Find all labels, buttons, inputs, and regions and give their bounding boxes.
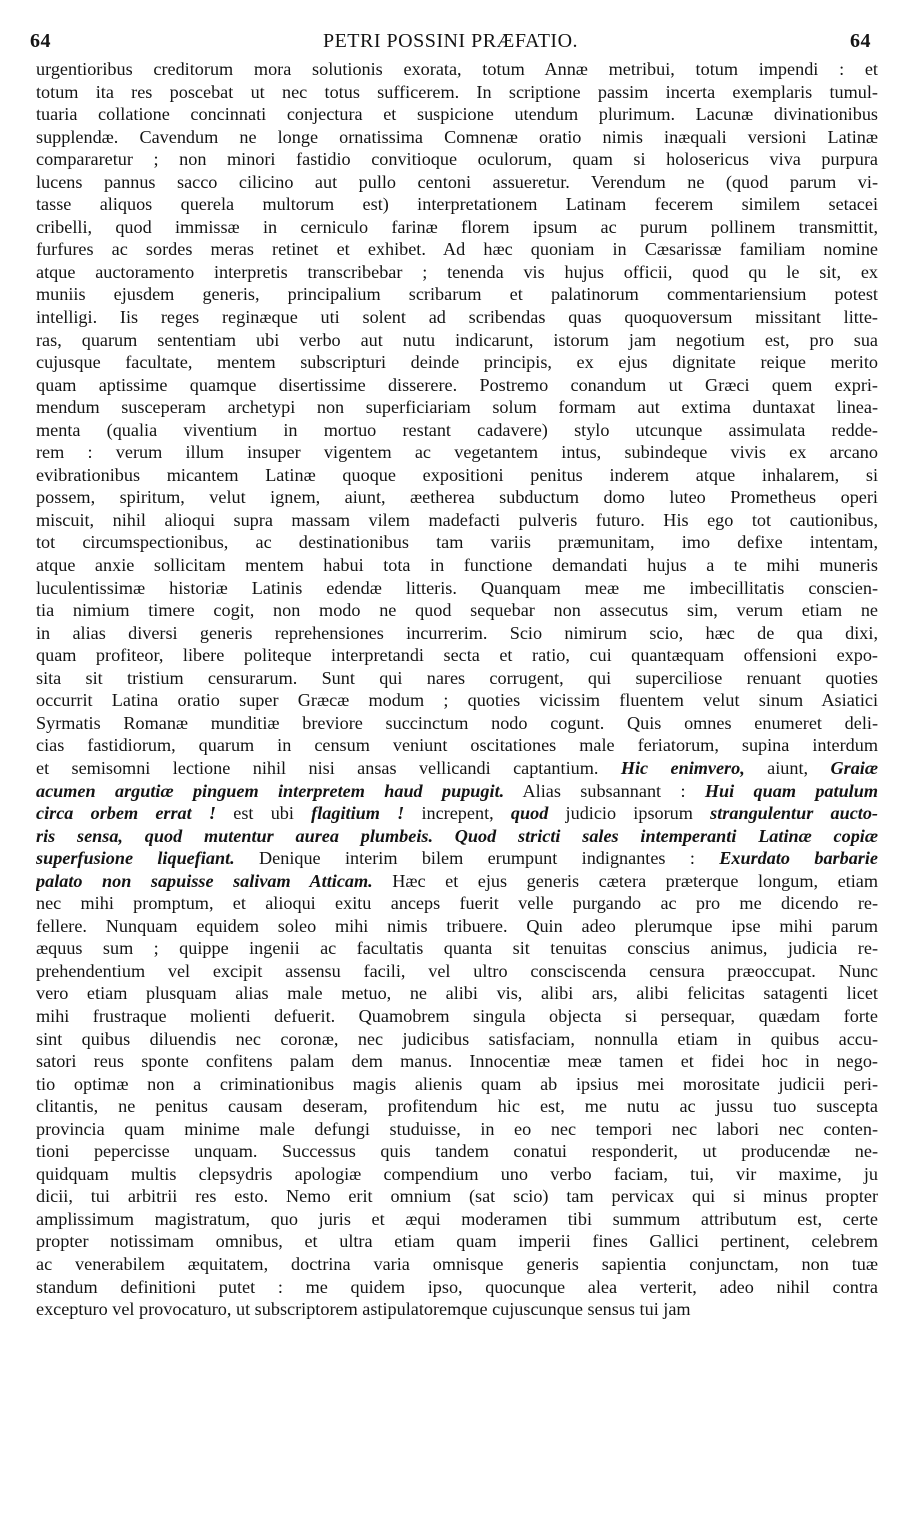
text-run: ras, quarum sententiam ubi verbo aut nutu indicarunt, istorum jam negotium est, pro sua (36, 329, 878, 350)
running-header (30, 30, 871, 56)
text-run: dicii, tui arbitrii res esto. Nemo erit omnium (sat scio) tam pervicax qui si minus propter (36, 1186, 878, 1207)
text-run: Alias subsannant : (504, 780, 705, 801)
italic-phrase: circa orbem errat ! (36, 803, 217, 824)
text-run: Denique interim bilem erumpunt indignantes : (234, 848, 720, 869)
text-line (36, 1276, 878, 1299)
text-line (36, 847, 878, 870)
running-title: PETRI POSSINI PRÆFATIO. (322, 30, 579, 52)
text-line (36, 531, 878, 554)
text-line (36, 667, 878, 690)
text-line (36, 351, 878, 374)
text-run: sint quibus diluendis nec coronæ, nec judicibus satisfaciam, nonnulla etiam in quibus accu- (36, 1028, 878, 1049)
text-line (36, 126, 878, 149)
text-run: quam aptissime quamque disertissime disserere. Postremo conandum ut Græci quem expri- (36, 374, 878, 395)
text-line (36, 622, 878, 645)
text-run: judicio ipsorum (548, 803, 711, 824)
text-run: in alias diversi generis reprehensiones incurrerim. Scio nimirum scio, hæc de qua dixi, (36, 622, 878, 643)
text-line (36, 419, 878, 442)
text-line (36, 689, 878, 712)
text-line (36, 802, 878, 825)
text-run: satori reus sponte confitens palam dem manus. Innocentiæ meæ tamen et fidei hoc in nego- (36, 1051, 878, 1072)
text-line (36, 937, 878, 960)
text-line (36, 870, 878, 893)
page-number-left: 64 (30, 30, 51, 52)
text-run: fellere. Nunquam equidem soleo mihi nimis tribuere. Quin adeo plerumque ipse mihi parum (36, 915, 878, 936)
text-line (36, 216, 878, 239)
text-run: prehendentium vel excipit assensu facili, vel ultro consciscenda censura præoccupat. Nunc (36, 960, 878, 981)
text-line (36, 171, 878, 194)
text-run: excepturo vel provocaturo, ut subscriptorem astipulatoremque cujuscunque sensus tui jam (36, 1299, 691, 1320)
text-line (36, 441, 878, 464)
text-run: cribelli, quod immissæ in cerniculo farinæ florem ipsum ac purum pollinem transmittit, (36, 216, 878, 237)
text-line (36, 577, 878, 600)
text-line (36, 780, 878, 803)
text-run: increpent, (404, 803, 511, 824)
text-run: ac venerabilem æquitatem, doctrina varia omnisque generis sapientia conjunctam, non tuæ (36, 1253, 878, 1274)
text-line (36, 757, 878, 780)
text-run: occurrit Latina oratio super Græcæ modum ; quoties vicissim fluentem velut sinum Asiatici (36, 690, 878, 711)
text-run: cujusque facultate, mentem subscripturi deinde principis, ex ejus dignitate reique merito (36, 352, 878, 373)
text-line (36, 58, 878, 81)
text-line (36, 148, 878, 171)
text-run: tio optimæ non a criminationibus magis alienis quam ab ipsius mei morositate judicii peri- (36, 1073, 878, 1094)
text-line (36, 261, 878, 284)
italic-phrase: flagitium ! (311, 803, 405, 824)
text-run: evibrationibus micantem Latinæ quoque expositioni penitus inderem atque inhalarem, si (36, 464, 878, 485)
text-run: provincia quam minime male defungi studuisse, in eo nec tempori nec labori nec conten- (36, 1118, 878, 1139)
text-run: lucens pannus sacco cilicino aut pullo centoni assueretur. Verendum ne (quod parum vi- (36, 171, 878, 192)
text-line (36, 1185, 878, 1208)
text-line (36, 915, 878, 938)
text-line (36, 238, 878, 261)
text-line (36, 554, 878, 577)
text-run: sita sit tristium censurarum. Sunt qui nares corrugent, qui superciliose renuant quoties (36, 667, 878, 688)
text-line (36, 464, 878, 487)
text-run: quidquam multis clepsydris apologiæ compendium uno verbo faciam, tui, vir maxime, ju (36, 1163, 878, 1184)
text-run: Syrmatis Romanæ munditiæ breviore succinctum nodo cogunt. Quis omnes enumeret deli- (36, 712, 878, 733)
text-run: possem, spiritum, velut ignem, aiunt, æetherea subductum domo luteo Prometheus operi (36, 487, 878, 508)
text-run: menta (qualia viventium in mortuo restant cadavere) stylo utcunque assimulata redde- (36, 419, 878, 440)
text-line (36, 960, 878, 983)
text-run: standum definitioni putet : me quidem ipso, quocunque alea verterit, adeo nihil contra (36, 1276, 878, 1297)
text-line (36, 193, 878, 216)
text-run: propter notissimam omnibus, et ultra etiam quam imperii fines Gallici pertinent, celebrem (36, 1231, 878, 1252)
text-run: atque auctoramento interpretis transcribebar ; tenenda vis hujus officii, quod qu le sit, ex (36, 261, 878, 282)
text-line (36, 734, 878, 757)
text-line (36, 1028, 878, 1051)
text-run: nec mihi promptum, et alioqui exitu anceps fuerit velle purgando ac pro me dicendo re- (36, 893, 878, 914)
text-line (36, 283, 878, 306)
italic-phrase: acumen argutiæ pinguem interpretem haud pupugit. (36, 780, 505, 801)
italic-phrase: quod (510, 803, 549, 824)
text-line (36, 1005, 878, 1028)
italic-phrase: palato non sapuisse salivam Atticam. (36, 870, 373, 891)
text-run: muniis ejusdem generis, principalium scribarum et palatinorum commentariensium potest (36, 284, 878, 305)
text-run: et semisomni lectione nihil nisi ansas vellicandi captantium. (36, 757, 621, 778)
text-line (36, 1253, 878, 1276)
text-line (36, 1163, 878, 1186)
text-line (36, 892, 878, 915)
text-run: aiunt, (744, 757, 831, 778)
page-number-right: 64 (850, 30, 871, 52)
text-run: vero etiam plusquam alias male metuo, ne alibi vis, alibi ars, alibi felicitas satagenti licet (36, 983, 878, 1004)
text-line (36, 103, 878, 126)
text-run: tioni pepercisse unquam. Successus quis tandem conatui responderit, ut producendæ ne- (36, 1141, 878, 1162)
italic-phrase: strangulentur aucto- (710, 803, 878, 824)
text-line (36, 1073, 878, 1096)
text-line (36, 81, 878, 104)
text-line (36, 306, 878, 329)
italic-phrase: ris sensa, quod mutentur aurea plumbeis. Quod stricti sales intemperanti Latinæ copiæ (36, 825, 878, 846)
text-run: rem : verum illum insuper vigentem ac vegetantem intus, subindeque vivis ex arcano (36, 442, 878, 463)
text-run: furfures ac sordes meras retinet et exhibet. Ad hæc quoniam in Cæsarissæ familiam nomine (36, 239, 878, 260)
text-run: intelligi. Iis reges reginæque uti solent ad scribendas quas quoquoversum missitant litte- (36, 307, 878, 328)
text-run: Hæc et ejus generis cætera præterque longum, etiam (372, 870, 878, 891)
text-run: tasse aliquos querela multorum est) interpretationem Latinam fecerem similem setacei (36, 194, 878, 215)
text-run: urgentioribus creditorum mora solutionis exorata, totum Annæ metribui, totum impendi : et (36, 59, 878, 79)
italic-phrase: Hic enimvero, (620, 757, 745, 778)
text-line (36, 396, 878, 419)
text-line (36, 599, 878, 622)
italic-phrase: superfusione liquefiant. (36, 848, 235, 869)
text-run: mendum susceperam archetypi non superficiariam solum formam aut extima duntaxat linea- (36, 397, 878, 418)
text-run: compararetur ; non minori fastidio convitioque oculorum, quam si holosericus viva purpura (36, 149, 878, 170)
text-line (36, 1298, 878, 1321)
text-run: atque anxie sollicitam mentem habui tota in functione demandati hujus a te mihi muneris (36, 555, 878, 576)
text-line (36, 1095, 878, 1118)
italic-phrase: Graiæ (830, 757, 878, 778)
text-line (36, 644, 878, 667)
text-run: clitantis, ne penitus causam deseram, profitendum hic est, me nutu ac jussu tuo suscepta (36, 1096, 878, 1117)
text-line (36, 1140, 878, 1163)
text-line (36, 712, 878, 735)
text-run: tia nimium timere cogit, non modo ne quod sequebar non assecutus sim, verum etiam ne (36, 600, 878, 621)
text-run: cias fastidiorum, quarum in censum veniunt oscitationes male feriatorum, supina interdum (36, 735, 878, 756)
text-run: miscuit, nihil alioqui supra massam vilem madefacti pulveris futuro. His ego tot cautionibus, (36, 509, 878, 530)
body-text (36, 58, 878, 1321)
text-line (36, 1230, 878, 1253)
text-run: æquus sum ; quippe ingenii ac facultatis quanta sit tenuitas conscius animus, judicia re- (36, 938, 878, 959)
text-line (36, 1208, 878, 1231)
text-run: totum ita res poscebat ut nec totus sufficerem. In scriptione passim incerta exemplaris tumul- (36, 81, 878, 102)
text-line (36, 1118, 878, 1141)
text-run: est ubi (216, 803, 312, 824)
text-line (36, 374, 878, 397)
text-run: supplendæ. Cavendum ne longe ornatissima Comnenæ oratio nimis inæquali versioni Latinæ (36, 126, 878, 147)
text-run: quam profiteor, libere politeque interpretandi secta et ratio, cui quantæquam offensioni expo- (36, 645, 878, 666)
text-run: tot circumspectionibus, ac destinationibus tam variis præmunitam, imo defixe intentam, (36, 532, 878, 553)
text-line (36, 982, 878, 1005)
text-run: tuaria collatione concinnati conjectura et suspicione utendum plurimum. Lacunæ divinationibus (36, 104, 878, 125)
text-line (36, 509, 878, 532)
text-line (36, 486, 878, 509)
text-run: luculentissimæ historiæ Latinis edendæ litteris. Quanquam meæ me imbecillitatis conscien- (36, 577, 878, 598)
text-line (36, 1050, 878, 1073)
text-run: amplissimum magistratum, quo juris et æqui moderamen tibi summum attributum est, certe (36, 1208, 878, 1229)
italic-phrase: Hui quam patulum (704, 780, 878, 801)
text-run: mihi frustraque molienti defuerit. Quamobrem singula objecta si persequar, quædam forte (36, 1005, 878, 1026)
text-line (36, 329, 878, 352)
text-line (36, 825, 878, 848)
italic-phrase: Exurdato barbarie (719, 848, 878, 869)
